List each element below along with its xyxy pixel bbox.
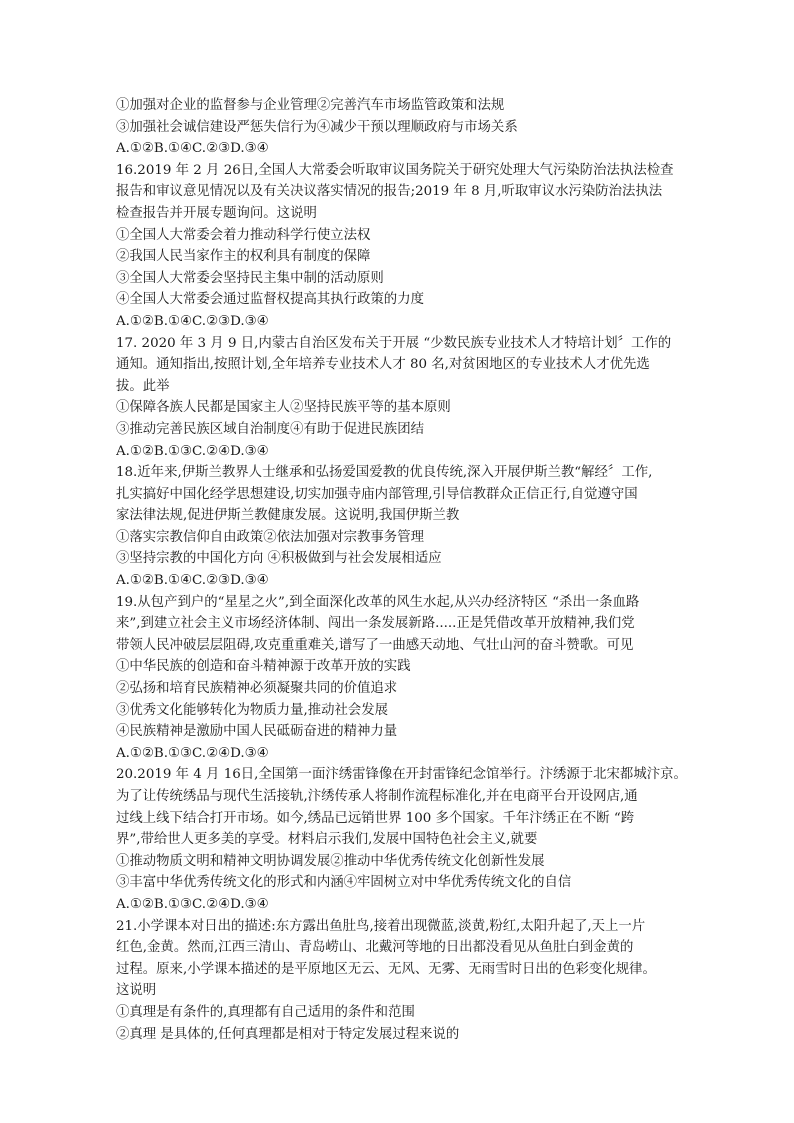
text-line: 这说明: [116, 983, 157, 999]
text-line: 为了让传统绣品与现代生活接轨,汴绣传承人将制作流程标准化,并在电商平台开设网店,通: [116, 789, 638, 804]
text-line: ③坚持宗教的中国化方向 ④积极做到与社会发展相适应: [116, 551, 442, 567]
text-line: A.①②B.①③C.②④D.③④: [116, 896, 269, 912]
text-line: 通知。通知指出,按照计划,全年培养专业技术人才 80 名,对贫困地区的专业技术人才优先选: [116, 357, 650, 373]
text-line: 过线上线下结合打开市场。如今,绣品已远销世界 100 多个国家。千年汴绣正在不断 “跨: [116, 810, 635, 826]
text-line: ②我国人民当家作主的权利具有制度的保障: [116, 249, 371, 265]
question-q20: [116, 764, 714, 915]
text-line: A.①②B.①③C.②④D.③④: [116, 745, 269, 761]
text-line: 拔。此举: [116, 378, 170, 394]
text-line: 来”,到建立社会主义市场经济体制、闯出一条发展新路.....正是凭借改革开放精神,我们党: [116, 616, 635, 632]
text-line: 21.小学课本对日出的描述:东方露出鱼肚鸟,接着出现微蓝,淡黄,粉红,太阳升起了,天上一片: [116, 918, 646, 934]
text-line: ①落实宗教信仰自由政策②依法加强对宗教事务管理: [116, 529, 424, 545]
text-line: ①保障各族人民都是国家主人②坚持民族平等的基本原则: [116, 400, 451, 416]
text-line: 检查报告并开展专题询问。这说明: [116, 205, 317, 221]
text-line: ②弘扬和培育民族精神必须凝聚共同的价值追求: [116, 681, 398, 697]
text-line: 红色,金黄。然而,江西三清山、青岛崂山、北戴河等地的日出都没看见从鱼肚白到金黄的: [116, 940, 634, 956]
text-line: ④民族精神是激励中国人民砥砺奋进的精神力量: [116, 724, 398, 740]
text-line: ②真理 是具体的,任何真理都是相对于特定发展过程来说的: [116, 1026, 460, 1042]
text-line: ③全国人大常委会坚持民主集中制的活动原则: [116, 270, 384, 286]
text-line: 18.近年来,伊斯兰教界人士继承和弘扬爱国爱教的优良传统,深入开展伊斯兰教“解经〞工作,: [116, 465, 653, 481]
question-q17: [116, 333, 714, 463]
text-line: 带领人民冲破层层阻碍,攻克重重难关,谱写了一曲感天动地、气壮山河的奋斗赞歌。可见: [116, 637, 634, 653]
text-line: A.①②B.①④C.②③D.③④: [116, 573, 269, 589]
text-line: 16.2019 年 2 月 26日,全国人大常委会听取审议国务院关于研究处理大气污染防治法执法检查: [116, 162, 674, 178]
text-line: ①真理是有条件的,真理都有自己适用的条件和范围: [116, 1004, 415, 1020]
text-line: 界”,带给世人更多美的享受。材料启示我们,发展中国特色社会主义,就要: [116, 832, 538, 848]
text-line: 20.2019 年 4 月 16日,全国第一面汴绣雷锋像在开封雷锋纪念馆举行。汴绣源于北宋都城汴京。: [116, 767, 687, 783]
text-line: ③优秀文化能够转化为物质力量,推动社会发展: [116, 702, 389, 718]
text-line: ①中华民族的创造和奋斗精神源于改革开放的实践: [116, 659, 411, 675]
text-line: ③加强社会诚信建设严惩失信行为④减少干预以理顺政府与市场关系: [116, 119, 518, 135]
text-line: ①推动物质文明和精神文明协调发展②推动中华优秀传统文化创新性发展: [116, 853, 545, 869]
text-line: ①加强对企业的监督参与企业管理②完善汽车市场监管政策和法规: [116, 98, 505, 113]
text-line: 报告和审议意见情况以及有关决议落实情况的报告;2019 年 8 月,听取审议水污染防治法执法: [116, 184, 663, 200]
question-q19: [116, 592, 714, 765]
text-line: 17. 2020 年 3 月 9 日,内蒙古自治区发布关于开展 “少数民族专业技术人才特培计划〞工作的: [116, 335, 672, 351]
text-line: ④全国人大常委会通过监督权提高其执行政策的力度: [116, 292, 424, 308]
text-line: ③推动完善民族区域自治制度④有助于促进民族团结: [116, 421, 424, 437]
text-line: A.①②B.①③C.②④D.③④: [116, 443, 269, 459]
text-line: A.①②B.①④C.②③D.③④: [116, 141, 269, 157]
text-line: 19.从包产到户的“星星之火”,到全面深化改革的风生水起,从兴办经济特区 “杀出一条血路: [116, 594, 640, 610]
question-q21: [116, 916, 714, 1046]
question-q15-tail: [116, 95, 714, 160]
text-line: ③丰富中华优秀传统文化的形式和内涵④牢固树立对中华优秀传统文化的自信: [116, 875, 572, 891]
text-line: 扎实搞好中国化经学思想建设,切实加强寺庙内部管理,引导信教群众正信正行,自觉遵守国: [116, 486, 638, 502]
text-line: 家法律法规,促进伊斯兰教健康发展。这说明,我国伊斯兰教: [116, 508, 460, 524]
question-q18: [116, 462, 714, 592]
text-line: 过程。原来,小学课本描述的是平原地区无云、无风、无雾、无雨雪时日出的色彩变化规律。: [116, 961, 656, 977]
question-q16: [116, 160, 714, 333]
text-line: A.①②B.①④C.②③D.③④: [116, 313, 269, 329]
text-line: ①全国人大常委会着力推动科学行使立法权: [116, 227, 371, 243]
